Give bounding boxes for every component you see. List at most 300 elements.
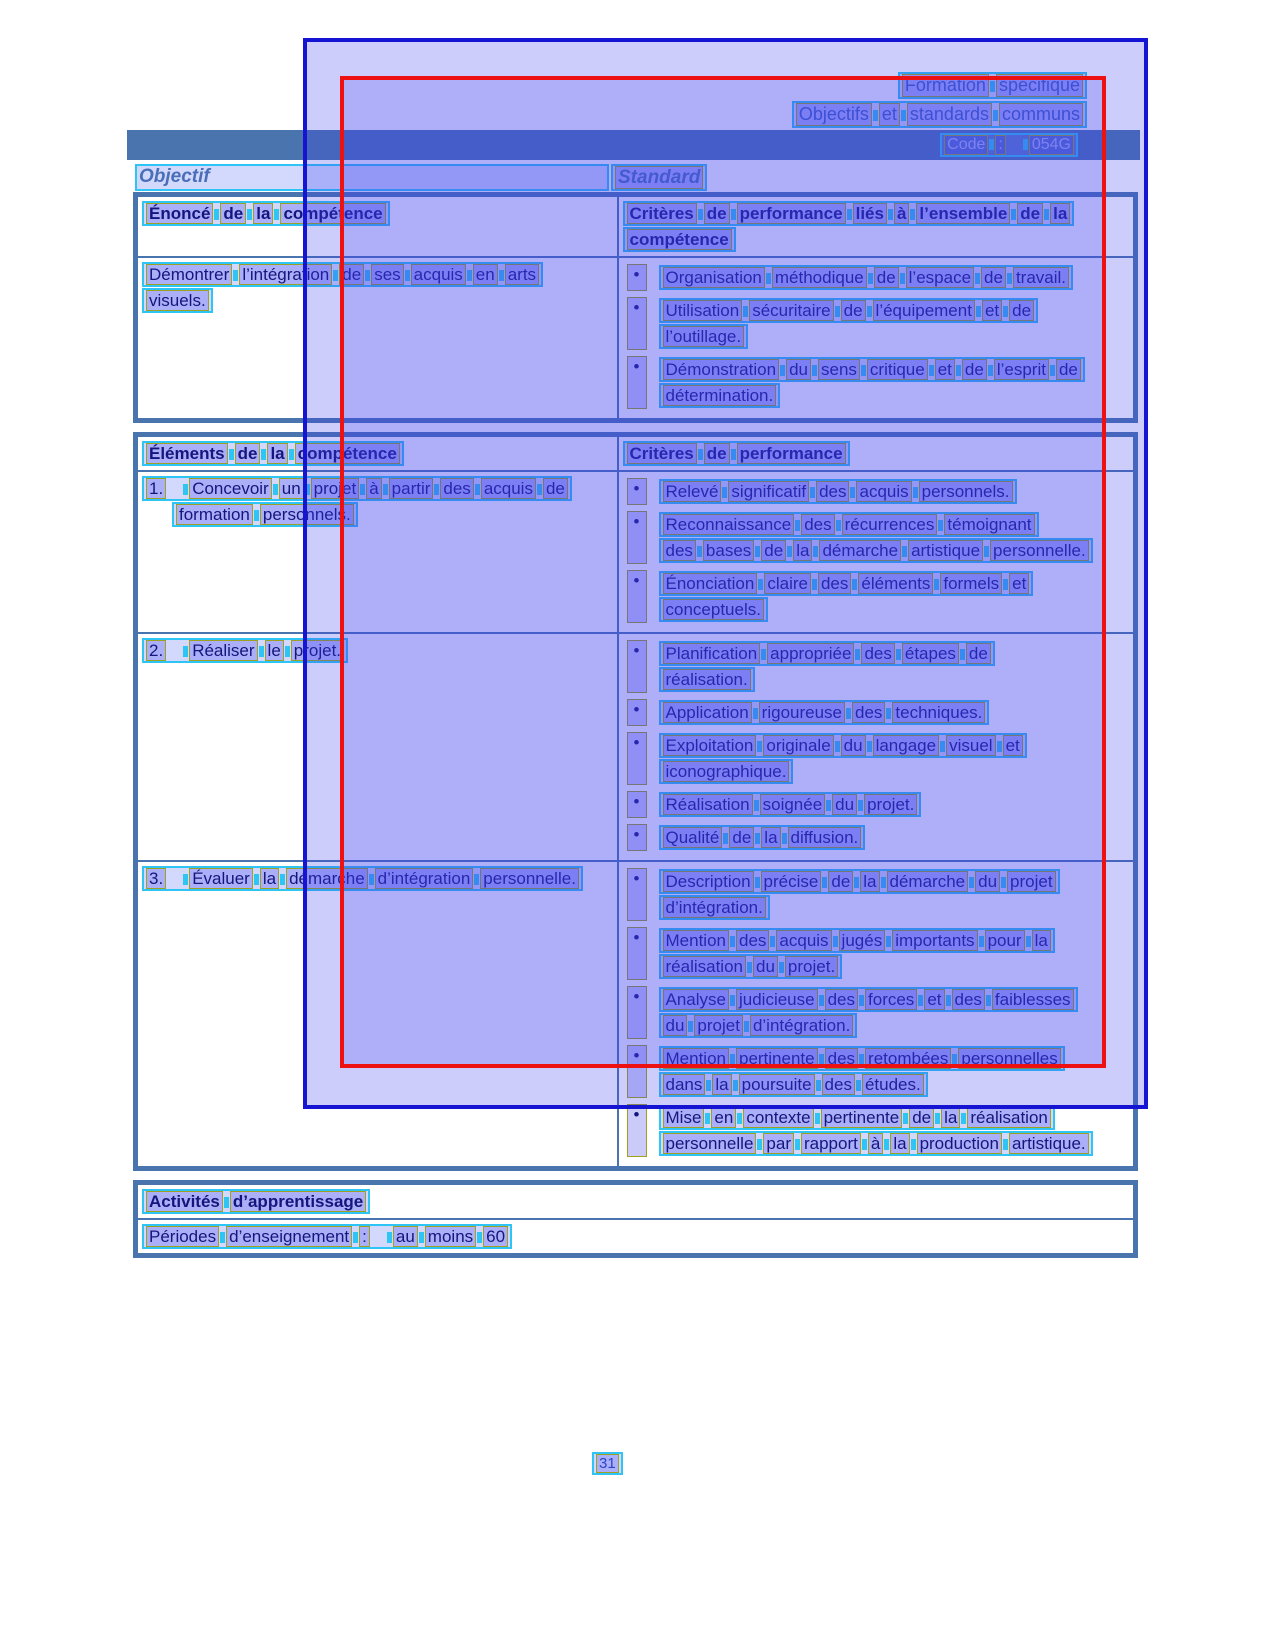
space-marker-icon <box>868 273 873 284</box>
space-marker-icon <box>852 579 857 590</box>
word-box: ses <box>371 264 403 285</box>
space-marker-icon <box>867 306 872 317</box>
space-marker-icon <box>755 877 760 888</box>
space-marker-icon <box>854 877 859 888</box>
table-activites <box>133 1180 1138 1258</box>
text-line-row <box>659 825 1130 850</box>
text-line-row <box>659 357 1130 382</box>
text-line-row <box>659 1131 1130 1156</box>
space-marker-icon <box>280 874 285 885</box>
space-marker-icon <box>969 877 974 888</box>
space-marker-icon <box>383 484 388 495</box>
word-box: personnelle <box>663 1133 757 1154</box>
word-box: démarche <box>887 871 969 892</box>
space-marker-icon <box>867 741 872 752</box>
bullet-lines <box>659 478 1130 505</box>
space-marker-icon <box>744 1021 749 1032</box>
word-box: de <box>828 871 853 892</box>
bullet-lines <box>659 1045 1130 1098</box>
space-marker-icon <box>862 1139 867 1150</box>
space-marker-icon <box>881 877 886 888</box>
text-line-row <box>659 571 1130 596</box>
space-marker-icon <box>822 877 827 888</box>
text-line <box>659 538 1093 563</box>
space-marker-icon <box>975 273 980 284</box>
space-marker-icon <box>859 995 864 1006</box>
space-marker-icon <box>960 649 965 660</box>
space-marker-icon <box>1044 209 1049 220</box>
word-box: techniques. <box>892 702 985 723</box>
text-line <box>659 597 768 622</box>
word-box: des <box>818 573 851 594</box>
space-marker-icon <box>819 995 824 1006</box>
space-marker-icon <box>705 1113 710 1124</box>
cell-left <box>136 257 618 421</box>
word-box: en <box>473 264 498 285</box>
bullet-item <box>627 824 1130 851</box>
text-line-row <box>142 866 613 891</box>
word-box: judicieuse <box>736 989 818 1010</box>
word-box: artistique. <box>1009 1133 1089 1154</box>
space-marker-icon <box>369 874 374 885</box>
text-line <box>659 265 1074 290</box>
word-box: Mention <box>663 1048 729 1069</box>
word-box: de <box>966 643 991 664</box>
cell-right <box>618 471 1136 633</box>
word-box: étapes <box>902 643 959 664</box>
word-box: retombées <box>865 1048 951 1069</box>
word-box: diffusion. <box>788 827 862 848</box>
text-line <box>659 571 1034 596</box>
space-marker-icon <box>254 510 259 521</box>
word-box: d’intégration. <box>663 897 766 918</box>
word-box: projet <box>311 478 360 499</box>
space-marker-icon <box>940 741 945 752</box>
space-marker-icon <box>795 520 800 531</box>
space-marker-icon <box>1023 139 1028 150</box>
text-line-row <box>659 954 1130 979</box>
text-line <box>659 512 1039 537</box>
text-line-row <box>142 262 613 287</box>
text-line <box>659 667 755 692</box>
space-marker-icon <box>758 579 763 590</box>
text-line-row <box>659 987 1130 1012</box>
text-line <box>898 72 1087 99</box>
tables-container <box>133 192 1138 1267</box>
word-gap <box>166 882 182 883</box>
space-marker-icon <box>1003 579 1008 590</box>
word-box: jugés <box>839 930 886 951</box>
word-box: réalisation <box>663 956 747 977</box>
text-line <box>659 383 781 408</box>
word-box: production <box>917 1133 1002 1154</box>
cell-header-right <box>618 195 1136 258</box>
bullet-lines <box>659 927 1130 980</box>
bullet-item <box>627 511 1130 564</box>
word-box: Exploitation <box>663 735 757 756</box>
space-marker-icon <box>990 81 995 92</box>
word-box: du <box>832 794 857 815</box>
space-marker-icon <box>475 484 480 495</box>
bullet-item <box>627 1045 1130 1098</box>
space-marker-icon <box>766 273 771 284</box>
space-marker-icon <box>743 306 748 317</box>
space-marker-icon <box>289 449 294 460</box>
space-marker-icon <box>499 270 504 281</box>
text-lines <box>142 866 613 891</box>
cell-right <box>618 257 1136 421</box>
bullet-lines <box>659 511 1130 564</box>
space-marker-icon <box>979 936 984 947</box>
space-marker-icon <box>183 646 188 657</box>
text-line-row <box>142 201 613 226</box>
space-marker-icon <box>259 646 264 657</box>
word-box: personnels. <box>919 481 1013 502</box>
cell-header-left <box>136 435 618 472</box>
space-marker-icon <box>779 962 784 973</box>
space-marker-icon <box>993 110 998 121</box>
text-line <box>659 895 770 920</box>
text-line-row <box>623 441 1130 466</box>
word-box: compétence <box>295 443 400 464</box>
word-box: et <box>982 300 1002 321</box>
word-box: Planification <box>663 643 761 664</box>
space-marker-icon <box>722 487 727 498</box>
text-line <box>659 298 1039 323</box>
word-box: originale <box>763 735 833 756</box>
space-marker-icon <box>183 874 188 885</box>
text-line <box>659 641 995 666</box>
bullet-item <box>627 927 1130 980</box>
word-box: acquis <box>481 478 536 499</box>
word-box: faiblesses <box>992 989 1074 1010</box>
bullet-lines <box>659 824 1130 851</box>
word-box: du <box>841 735 866 756</box>
bullet-list <box>623 261 1130 409</box>
space-marker-icon <box>847 209 852 220</box>
word-box: dans <box>663 1074 706 1095</box>
bullet-lines <box>659 732 1130 785</box>
text-line-row <box>659 538 1130 563</box>
word-box: Application <box>663 702 752 723</box>
word-box: par <box>763 1133 794 1154</box>
word-box: Analyse <box>663 989 729 1010</box>
space-marker-icon <box>896 649 901 660</box>
word-box: récurrences <box>842 514 938 535</box>
text-line-row <box>659 667 1130 692</box>
space-marker-icon <box>812 365 817 376</box>
word-box: Qualité <box>663 827 723 848</box>
word-box: Objectifs <box>796 103 872 126</box>
space-marker-icon <box>698 449 703 460</box>
text-line <box>659 324 749 349</box>
word-box: langage <box>873 735 940 756</box>
bullet-icon: • <box>627 356 647 409</box>
space-marker-icon <box>886 708 891 719</box>
space-marker-icon <box>976 306 981 317</box>
word-box: d’enseignement <box>226 1226 352 1247</box>
word-box: la <box>1032 930 1051 951</box>
text-line-row <box>659 1072 1130 1097</box>
word-box: la <box>860 871 879 892</box>
word-box: de <box>1056 359 1081 380</box>
space-marker-icon <box>836 520 841 531</box>
text-line <box>659 1105 1055 1130</box>
space-marker-icon <box>988 365 993 376</box>
space-marker-icon <box>731 209 736 220</box>
word-box: l’outillage. <box>663 326 745 347</box>
text-lines <box>142 201 613 226</box>
word-box: liés <box>853 203 887 224</box>
text-line <box>142 201 390 226</box>
bullet-lines <box>659 570 1130 623</box>
text-line-row <box>142 441 613 466</box>
word-box: l’intégration <box>239 264 332 285</box>
word-box: la <box>260 868 279 889</box>
word-box: sens <box>818 359 860 380</box>
word-box: travail. <box>1013 267 1069 288</box>
word-box: iconographique. <box>663 761 790 782</box>
word-box: Formation <box>902 74 989 97</box>
space-marker-icon <box>1003 1139 1008 1150</box>
cell-header-right <box>618 435 1136 472</box>
space-marker-icon <box>723 833 728 844</box>
word-box: artistique <box>908 540 983 561</box>
space-marker-icon <box>911 1139 916 1150</box>
space-marker-icon <box>755 546 760 557</box>
space-marker-icon <box>961 1113 966 1124</box>
table-row <box>136 633 1136 861</box>
word-box: Évaluer <box>189 868 253 889</box>
text-lines <box>142 638 613 663</box>
bullet-lines <box>659 356 1130 409</box>
space-marker-icon <box>333 270 338 281</box>
space-marker-icon <box>1026 936 1031 947</box>
word-box: du <box>663 1015 688 1036</box>
word-box: et <box>879 103 900 126</box>
word-box: de <box>962 359 987 380</box>
text-lines <box>623 201 1130 252</box>
text-line-row <box>623 201 1130 226</box>
space-marker-icon <box>833 936 838 947</box>
word-box: poursuite <box>739 1074 815 1095</box>
bullet-icon: • <box>627 791 647 818</box>
word-box: des <box>736 930 769 951</box>
word-box: et <box>935 359 955 380</box>
space-marker-icon <box>467 270 472 281</box>
word-box: de <box>704 203 730 224</box>
space-marker-icon <box>918 995 923 1006</box>
space-marker-icon <box>835 306 840 317</box>
table-row <box>136 1183 1136 1220</box>
word-box: du <box>975 871 1000 892</box>
text-line <box>142 262 543 287</box>
word-box: standards <box>907 103 992 126</box>
text-line-row <box>659 383 1130 408</box>
space-marker-icon <box>706 1080 711 1091</box>
word-box: Activités <box>146 1191 223 1212</box>
word-box: sécuritaire <box>749 300 833 321</box>
word-box: des <box>825 989 858 1010</box>
space-marker-icon <box>986 995 991 1006</box>
objectif-label: Objectif <box>135 164 609 191</box>
space-marker-icon <box>183 484 188 495</box>
word-box: à <box>366 478 381 499</box>
space-marker-icon <box>474 874 479 885</box>
header-line-row <box>792 72 1087 99</box>
space-marker-icon <box>850 487 855 498</box>
word-box: au <box>393 1226 418 1247</box>
word-box: visuel <box>946 735 995 756</box>
text-line-row <box>659 733 1130 758</box>
word-box: Démontrer <box>146 264 232 285</box>
word-box: de <box>909 1107 934 1128</box>
word-box: de <box>543 478 568 499</box>
text-line <box>142 288 213 313</box>
word-box: communs <box>999 103 1083 126</box>
word-box: projet. <box>291 640 344 661</box>
text-line <box>659 357 1085 382</box>
space-marker-icon <box>755 833 760 844</box>
space-marker-icon <box>220 1232 225 1243</box>
space-marker-icon <box>737 1113 742 1124</box>
space-marker-icon <box>688 1021 693 1032</box>
space-marker-icon <box>835 741 840 752</box>
word-box: la <box>267 443 287 464</box>
space-marker-icon <box>938 520 943 531</box>
word-box: démarche <box>286 868 368 889</box>
word-box: Organisation <box>663 267 765 288</box>
word-box: Réaliser <box>189 640 257 661</box>
space-marker-icon <box>984 546 989 557</box>
word-box: d’intégration <box>375 868 474 889</box>
word-box: réalisation. <box>663 669 751 690</box>
word-box: l’équipement <box>873 300 975 321</box>
table-row <box>136 861 1136 1169</box>
word-box: compétence <box>627 229 732 250</box>
bullet-item <box>627 868 1130 921</box>
bullet-lines <box>659 264 1130 291</box>
bullet-item <box>627 732 1130 785</box>
space-marker-icon <box>419 1232 424 1243</box>
bullet-lines <box>659 868 1130 921</box>
text-line-row <box>659 869 1130 894</box>
word-box: : <box>359 1226 370 1247</box>
word-box: la <box>793 540 812 561</box>
text-line <box>142 1189 370 1214</box>
word-box: performance <box>737 203 846 224</box>
text-line <box>659 954 843 979</box>
space-marker-icon <box>229 449 234 460</box>
text-line <box>659 733 1027 758</box>
space-marker-icon <box>434 484 439 495</box>
text-line <box>592 1452 623 1475</box>
bullet-icon: • <box>627 640 647 693</box>
word-box: méthodique <box>772 267 867 288</box>
word-box: la <box>890 1133 909 1154</box>
cell-left <box>136 471 618 633</box>
space-marker-icon <box>730 995 735 1006</box>
text-line <box>623 201 1075 226</box>
text-line-row <box>172 502 613 527</box>
objectif-standard-row <box>135 164 1138 191</box>
space-marker-icon <box>934 579 939 590</box>
space-marker-icon <box>274 209 279 220</box>
bullet-icon: • <box>627 264 647 291</box>
space-marker-icon <box>913 487 918 498</box>
text-line <box>623 441 850 466</box>
table-row <box>136 1219 1136 1256</box>
header-line-row <box>792 101 1087 128</box>
word-box: des <box>822 1074 855 1095</box>
word-box: l’espace <box>906 267 974 288</box>
word-box: détermination. <box>663 385 777 406</box>
word-box: de <box>220 203 246 224</box>
page-header <box>792 70 1087 130</box>
space-marker-icon <box>730 1054 735 1065</box>
table-elements <box>133 432 1138 1171</box>
word-box: éléments <box>858 573 933 594</box>
space-marker-icon <box>537 484 542 495</box>
bullet-item <box>627 264 1130 291</box>
text-line <box>142 441 404 466</box>
space-marker-icon <box>770 936 775 947</box>
bullet-item <box>627 356 1130 409</box>
word-box: partir <box>389 478 434 499</box>
text-line-row <box>659 792 1130 817</box>
text-lines <box>142 476 613 527</box>
word-box: Énoncé <box>146 203 213 224</box>
space-marker-icon <box>787 546 792 557</box>
bullet-icon: • <box>627 868 647 921</box>
word-box: de <box>1009 300 1034 321</box>
bullet-item <box>627 699 1130 726</box>
word-box: Description <box>663 871 754 892</box>
space-marker-icon <box>910 209 915 220</box>
text-line <box>142 1224 512 1249</box>
bullet-lines <box>659 986 1130 1039</box>
word-box: des <box>816 481 849 502</box>
space-marker-icon <box>731 449 736 460</box>
word-box: personnels. <box>260 504 354 525</box>
word-box: projet <box>694 1015 743 1036</box>
space-marker-icon <box>753 708 758 719</box>
text-line <box>659 869 1060 894</box>
word-box: moins <box>425 1226 476 1247</box>
word-box: Démonstration <box>663 359 780 380</box>
space-marker-icon <box>795 1139 800 1150</box>
word-box: 1. <box>146 478 166 499</box>
text-line-row <box>659 928 1130 953</box>
text-line-row <box>142 1189 1129 1214</box>
space-marker-icon <box>285 646 290 657</box>
word-box: rigoureuse <box>759 702 845 723</box>
text-line <box>659 479 1017 504</box>
space-marker-icon <box>859 1054 864 1065</box>
text-line <box>659 700 990 725</box>
space-marker-icon <box>929 365 934 376</box>
space-marker-icon <box>733 1080 738 1091</box>
space-marker-icon <box>780 365 785 376</box>
space-marker-icon <box>261 449 266 460</box>
text-line-row <box>659 298 1130 323</box>
word-box: contexte <box>743 1107 813 1128</box>
word-box: forces <box>865 989 917 1010</box>
space-marker-icon <box>819 1054 824 1065</box>
text-line <box>142 476 572 501</box>
cell-right <box>618 633 1136 861</box>
word-box: 3. <box>146 868 166 889</box>
